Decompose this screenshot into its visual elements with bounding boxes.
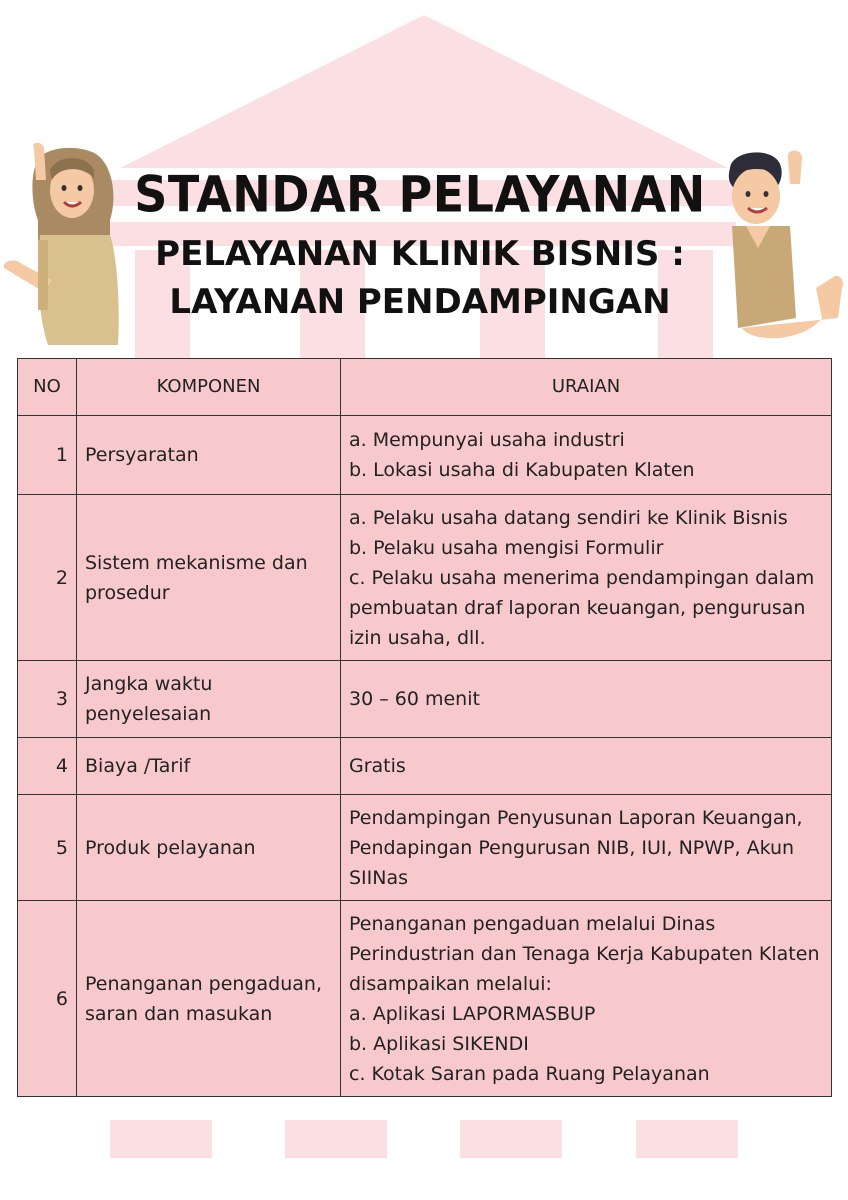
page-subtitle-line1: PELAYANAN KLINIK BISNIS : bbox=[155, 234, 685, 274]
base-block-2 bbox=[285, 1120, 387, 1158]
table-header-row bbox=[18, 359, 832, 416]
row-number: 3 bbox=[18, 661, 77, 738]
description-line: a. Aplikasi LAPORMASBUP bbox=[349, 1002, 596, 1025]
row-component: Jangka waktu penyelesaian bbox=[77, 661, 341, 738]
table-row bbox=[18, 738, 832, 795]
table-row bbox=[18, 795, 832, 901]
row-number: 2 bbox=[18, 495, 77, 661]
row-description bbox=[341, 661, 832, 738]
description-line: b. Lokasi usaha di Kabupaten Klaten bbox=[349, 459, 695, 481]
description-line: Pendampingan Penyusunan Laporan Keuangan, Pendapingan Pengurusan NIB, IUI, NPWP, Akun SIINas bbox=[349, 806, 803, 889]
description-line: b. Pelaku usaha mengisi Formulir bbox=[349, 536, 664, 559]
row-number: 6 bbox=[18, 901, 77, 1097]
description-line: Penanganan pengaduan melalui Dinas Perindustrian dan Tenaga Kerja Kabupaten Klaten disampaikan melalui: bbox=[349, 912, 820, 995]
description-line: c. Kotak Saran pada Ruang Pelayanan bbox=[349, 1062, 710, 1085]
description-line: c. Pelaku usaha menerima pendampingan dalam pembuatan draf laporan keuangan, pengurusan izin usaha, dll. bbox=[349, 566, 815, 649]
header-uraian: URAIAN bbox=[341, 359, 832, 416]
table-row bbox=[18, 495, 832, 661]
header-komponen: KOMPONEN bbox=[77, 359, 341, 416]
description-line: a. Mempunyai usaha industri bbox=[349, 429, 625, 451]
row-description bbox=[341, 416, 832, 495]
row-number: 1 bbox=[18, 416, 77, 495]
service-standard-table bbox=[17, 358, 832, 1097]
roof-shape bbox=[120, 15, 728, 168]
description-line: b. Aplikasi SIKENDI bbox=[349, 1032, 529, 1055]
row-component: Produk pelayanan bbox=[77, 795, 341, 901]
man-uniform-illustration bbox=[712, 148, 848, 348]
row-component: Sistem mekanisme dan prosedur bbox=[77, 495, 341, 661]
table-row bbox=[18, 901, 832, 1097]
row-description bbox=[341, 901, 832, 1097]
table-row bbox=[18, 416, 832, 495]
woman-hijab-illustration bbox=[0, 140, 125, 345]
description-line: a. Pelaku usaha datang sendiri ke Klinik Bisnis bbox=[349, 506, 788, 529]
page-title: STANDAR PELAYANAN bbox=[134, 164, 706, 224]
row-description bbox=[341, 738, 832, 795]
row-description bbox=[341, 795, 832, 901]
description-line: Gratis bbox=[349, 755, 406, 777]
table-row bbox=[18, 661, 832, 738]
row-component: Penanganan pengaduan, saran dan masukan bbox=[77, 901, 341, 1097]
base-block-4 bbox=[636, 1120, 738, 1158]
row-component: Persyaratan bbox=[77, 416, 341, 495]
header-no: NO bbox=[18, 359, 77, 416]
description-line: 30 – 60 menit bbox=[349, 688, 480, 710]
row-description bbox=[341, 495, 832, 661]
row-component: Biaya /Tarif bbox=[77, 738, 341, 795]
page-subtitle-line2: LAYANAN PENDAMPINGAN bbox=[169, 282, 671, 322]
base-block-1 bbox=[110, 1120, 212, 1158]
row-number: 5 bbox=[18, 795, 77, 901]
row-number: 4 bbox=[18, 738, 77, 795]
base-block-3 bbox=[460, 1120, 562, 1158]
